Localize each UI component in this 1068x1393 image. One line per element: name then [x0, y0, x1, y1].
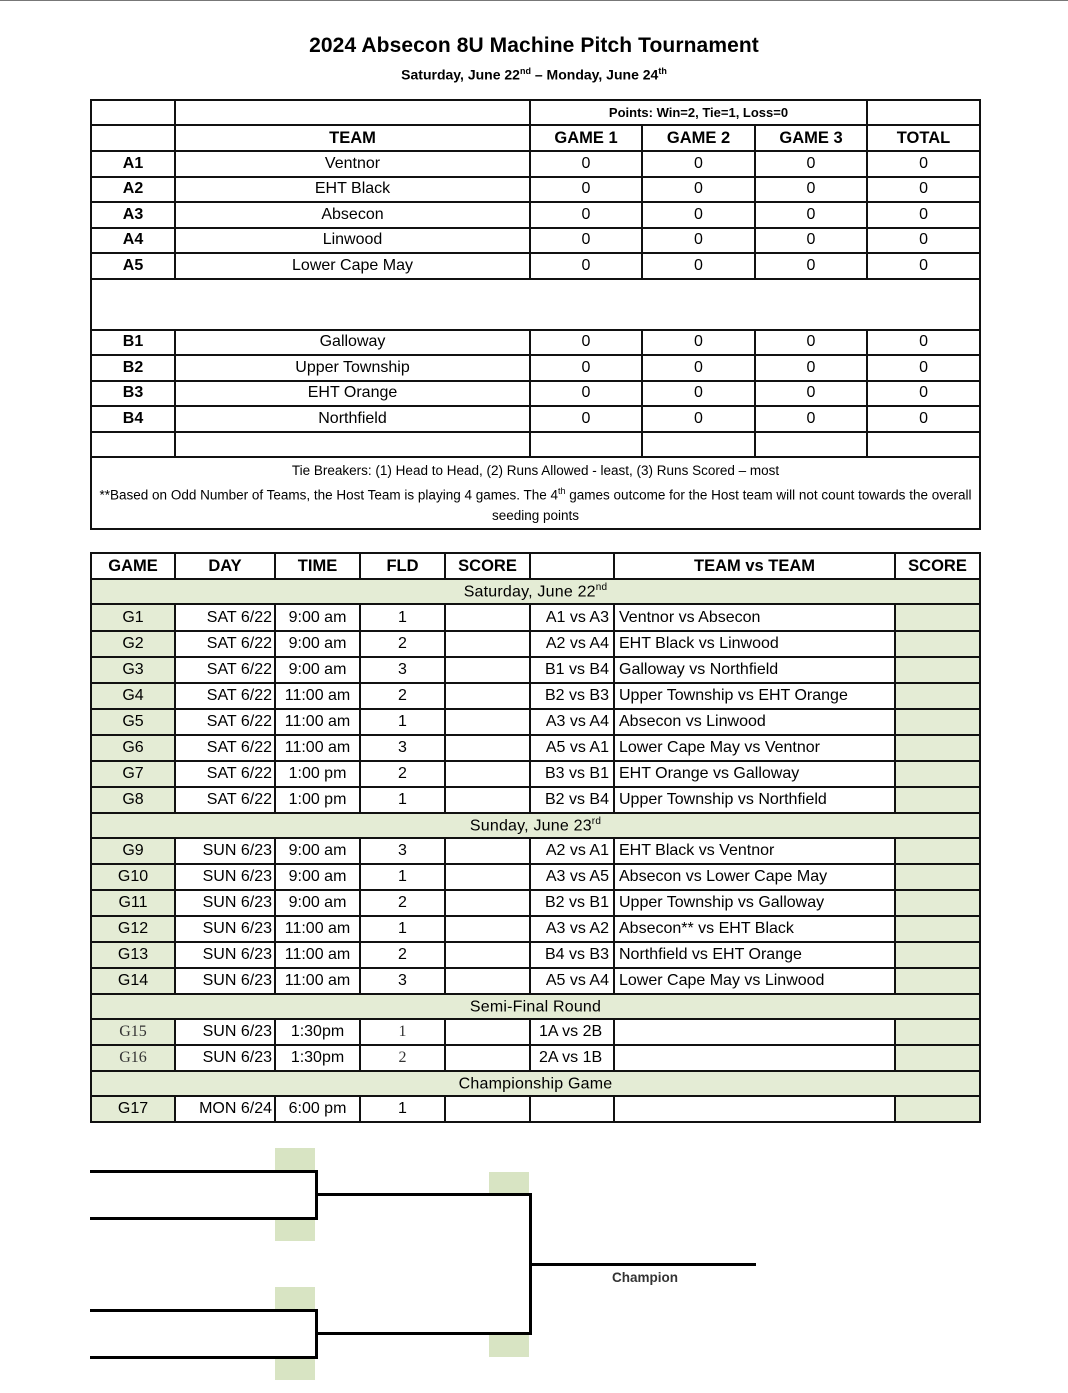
game-id: G1: [91, 604, 175, 631]
score-cell-right: [895, 631, 980, 657]
game-id: G4: [91, 683, 175, 709]
team-name: Linwood: [175, 228, 530, 254]
game3-points: 0: [755, 253, 867, 279]
standings-row: [91, 177, 980, 203]
game-id: G7: [91, 761, 175, 787]
game-field: 3: [360, 968, 445, 994]
game-time: 1:00 pm: [275, 761, 360, 787]
game2-points: 0: [642, 355, 755, 381]
matchup-header: TEAM vs TEAM: [614, 553, 895, 579]
schedule-table: [90, 552, 981, 1123]
score-header-right: SCORE: [895, 553, 980, 579]
points-legend: Points: Win=2, Tie=1, Loss=0: [530, 100, 867, 125]
game3-points: 0: [755, 151, 867, 177]
bracket-slot-line: [90, 1170, 318, 1173]
team-code: A1: [91, 151, 175, 177]
matchup-teams: Upper Township vs Northfield: [614, 787, 895, 813]
matchup-codes: A1 vs A3: [530, 604, 614, 631]
team-name: EHT Orange: [175, 381, 530, 407]
game1-header: GAME 1: [530, 125, 642, 151]
matchup-teams: Lower Cape May vs Ventnor: [614, 735, 895, 761]
total-points: 0: [867, 202, 980, 228]
game3-header: GAME 3: [755, 125, 867, 151]
team-name: Upper Township: [175, 355, 530, 381]
game-time: 9:00 am: [275, 890, 360, 916]
team-name: Absecon: [175, 202, 530, 228]
matchup-codes: A5 vs A1: [530, 735, 614, 761]
host-note-sup: th: [558, 485, 566, 496]
game-row: [91, 864, 980, 890]
team-name: Northfield: [175, 406, 530, 432]
score-cell: [445, 838, 530, 864]
schedule-section-row: [91, 1071, 980, 1096]
standings-row: [91, 228, 980, 254]
day-header: DAY: [175, 553, 275, 579]
game-field: 2: [360, 890, 445, 916]
game-day: SAT 6/22: [175, 787, 275, 813]
game-day: SUN 6/23: [175, 864, 275, 890]
date-range: [0, 66, 1068, 83]
game-time: 9:00 am: [275, 838, 360, 864]
score-cell-right: [895, 890, 980, 916]
section-title: Semi-Final Round: [469, 998, 602, 1016]
game1-points: 0: [530, 202, 642, 228]
game-row: [91, 787, 980, 813]
matchup-teams: [614, 1019, 895, 1045]
game-row: [91, 1045, 980, 1071]
total-points: 0: [867, 253, 980, 279]
game-field: 3: [360, 657, 445, 683]
matchup-codes: A5 vs A4: [530, 968, 614, 994]
matchup-teams: Absecon** vs EHT Black: [614, 916, 895, 942]
team-name: EHT Black: [175, 177, 530, 203]
standings-table: [90, 99, 981, 530]
matchup-codes: [530, 1096, 614, 1122]
game-row: [91, 916, 980, 942]
game-time: 9:00 am: [275, 864, 360, 890]
date-separator: –: [530, 66, 547, 83]
empty-row: [91, 432, 980, 457]
team-code: A4: [91, 228, 175, 254]
game-field: 1: [360, 604, 445, 631]
team-code: B3: [91, 381, 175, 407]
matchup-teams: Galloway vs Northfield: [614, 657, 895, 683]
blank-cell: [91, 125, 175, 151]
game-time: 6:00 pm: [275, 1096, 360, 1122]
section-label: [91, 813, 980, 838]
game2-points: 0: [642, 330, 755, 356]
score-cell: [445, 1019, 530, 1045]
game-id: G2: [91, 631, 175, 657]
matchup-teams: Absecon vs Lower Cape May: [614, 864, 895, 890]
game-id: G9: [91, 838, 175, 864]
game-time: 11:00 am: [275, 942, 360, 968]
game2-points: 0: [642, 406, 755, 432]
score-cell-right: [895, 761, 980, 787]
game-day: SUN 6/23: [175, 942, 275, 968]
matchup-teams: [614, 1096, 895, 1122]
game3-points: 0: [755, 330, 867, 356]
team-header: TEAM: [175, 125, 530, 151]
game-time: 11:00 am: [275, 735, 360, 761]
matchup-teams: Upper Township vs Galloway: [614, 890, 895, 916]
matchup-codes: 1A vs 2B: [530, 1019, 614, 1045]
pool-b: [91, 330, 980, 432]
game3-points: 0: [755, 228, 867, 254]
game-row: [91, 968, 980, 994]
score-cell-right: [895, 838, 980, 864]
game-id: G3: [91, 657, 175, 683]
standings-row: [91, 253, 980, 279]
score-cell-right: [895, 942, 980, 968]
game-id: G5: [91, 709, 175, 735]
game-day: SUN 6/23: [175, 1019, 275, 1045]
total-points: 0: [867, 177, 980, 203]
time-header: TIME: [275, 553, 360, 579]
blank-cell: [867, 100, 980, 125]
matchup-codes: B2 vs B3: [530, 683, 614, 709]
game-row: [91, 683, 980, 709]
matchup-codes: A3 vs A2: [530, 916, 614, 942]
game-time: 9:00 am: [275, 657, 360, 683]
score-cell-right: [895, 787, 980, 813]
blank-cell: [91, 100, 175, 125]
game2-points: 0: [642, 228, 755, 254]
score-cell-right: [895, 968, 980, 994]
game-row: [91, 1019, 980, 1045]
score-cell: [445, 968, 530, 994]
matchup-codes: 2A vs 1B: [530, 1045, 614, 1071]
matchup-codes: B4 vs B3: [530, 942, 614, 968]
blank-cell: [91, 432, 175, 457]
game-field: 1: [360, 1096, 445, 1122]
start-day-suffix: nd: [519, 66, 531, 76]
game-field: 2: [360, 761, 445, 787]
game1-points: 0: [530, 381, 642, 407]
game-id: G13: [91, 942, 175, 968]
pool-spacer-row: [91, 279, 980, 330]
game1-points: 0: [530, 228, 642, 254]
game-day: SUN 6/23: [175, 1045, 275, 1071]
bracket-shade: [275, 1357, 315, 1380]
game3-points: 0: [755, 202, 867, 228]
host-team-note: [94, 481, 977, 527]
game-field: 3: [360, 838, 445, 864]
team-code: B2: [91, 355, 175, 381]
matchup-codes: A2 vs A4: [530, 631, 614, 657]
game-field: 2: [360, 1045, 445, 1071]
page-title: 2024 Absecon 8U Machine Pitch Tournament: [309, 34, 759, 57]
game-day: SUN 6/23: [175, 838, 275, 864]
field-header: FLD: [360, 553, 445, 579]
game-field: 2: [360, 683, 445, 709]
score-cell-right: [895, 709, 980, 735]
game-time: 9:00 am: [275, 604, 360, 631]
matchup-codes: B1 vs B4: [530, 657, 614, 683]
section-label: [91, 994, 980, 1019]
team-name: Ventnor: [175, 151, 530, 177]
team-code: A5: [91, 253, 175, 279]
start-day: Saturday, June 22: [401, 66, 520, 83]
score-cell: [445, 1096, 530, 1122]
bracket-slot-line: [90, 1356, 318, 1359]
game-row: [91, 890, 980, 916]
game-id: G10: [91, 864, 175, 890]
game-field: 1: [360, 787, 445, 813]
game1-points: 0: [530, 177, 642, 203]
game-id: G12: [91, 916, 175, 942]
matchup-teams: EHT Orange vs Galloway: [614, 761, 895, 787]
game-field: 2: [360, 631, 445, 657]
standings-row: [91, 355, 980, 381]
game-id: G11: [91, 890, 175, 916]
page-top-border: [0, 0, 1068, 1]
section-label: [91, 579, 980, 604]
score-cell: [445, 683, 530, 709]
matchup-codes: B2 vs B1: [530, 890, 614, 916]
score-cell-right: [895, 1045, 980, 1071]
matchup-teams: Northfield vs EHT Orange: [614, 942, 895, 968]
total-points: 0: [867, 406, 980, 432]
standings-row: [91, 330, 980, 356]
matchup-codes: A3 vs A5: [530, 864, 614, 890]
blank-cell: [91, 279, 980, 330]
matchup-teams: [614, 1045, 895, 1071]
game-day: SUN 6/23: [175, 890, 275, 916]
game-id: G16: [91, 1045, 175, 1071]
score-cell-right: [895, 657, 980, 683]
game-day: SAT 6/22: [175, 683, 275, 709]
team-code: A3: [91, 202, 175, 228]
schedule-section-row: [91, 579, 980, 604]
matchup-codes: A3 vs A4: [530, 709, 614, 735]
game-field: 1: [360, 1019, 445, 1045]
schedule-section-row: [91, 994, 980, 1019]
bracket-shade: [275, 1287, 315, 1310]
game-id: G6: [91, 735, 175, 761]
score-cell: [445, 604, 530, 631]
standings-row: [91, 151, 980, 177]
section-title: Sunday, June 23: [469, 817, 592, 835]
score-cell-right: [895, 1096, 980, 1122]
standings-row: [91, 381, 980, 407]
team-name: Lower Cape May: [175, 253, 530, 279]
game-day: MON 6/24: [175, 1096, 275, 1122]
game-header: GAME: [91, 553, 175, 579]
game-day: SAT 6/22: [175, 631, 275, 657]
game-row: [91, 709, 980, 735]
blank-cell: [755, 432, 867, 457]
notes-cell: [91, 457, 980, 530]
score-cell-right: [895, 735, 980, 761]
end-day: Monday, June 24: [546, 66, 659, 83]
bracket-shade: [275, 1148, 315, 1172]
total-points: 0: [867, 355, 980, 381]
matchup-teams: Absecon vs Linwood: [614, 709, 895, 735]
standings-header-row: [91, 125, 980, 151]
bracket-shade: [275, 1219, 315, 1241]
score-cell: [445, 942, 530, 968]
game1-points: 0: [530, 406, 642, 432]
score-cell: [445, 761, 530, 787]
blank-cell: [530, 553, 614, 579]
game-row: [91, 657, 980, 683]
game1-points: 0: [530, 253, 642, 279]
score-cell-right: [895, 604, 980, 631]
game-day: SUN 6/23: [175, 968, 275, 994]
game2-points: 0: [642, 253, 755, 279]
blank-cell: [530, 432, 642, 457]
score-cell: [445, 631, 530, 657]
team-code: B1: [91, 330, 175, 356]
section-title: Saturday, June 22: [463, 583, 596, 601]
game1-points: 0: [530, 355, 642, 381]
score-cell: [445, 735, 530, 761]
blank-cell: [867, 432, 980, 457]
total-points: 0: [867, 330, 980, 356]
bracket-slot-line: [90, 1217, 318, 1220]
total-header: TOTAL: [867, 125, 980, 151]
game-day: SAT 6/22: [175, 735, 275, 761]
team-name: Galloway: [175, 330, 530, 356]
score-cell-right: [895, 864, 980, 890]
team-code: A2: [91, 177, 175, 203]
score-header: SCORE: [445, 553, 530, 579]
game-field: 1: [360, 864, 445, 890]
score-cell: [445, 709, 530, 735]
game-day: SAT 6/22: [175, 657, 275, 683]
schedule-section-row: [91, 813, 980, 838]
game1-points: 0: [530, 330, 642, 356]
score-cell: [445, 787, 530, 813]
matchup-teams: Lower Cape May vs Linwood: [614, 968, 895, 994]
game-time: 11:00 am: [275, 709, 360, 735]
game-id: G8: [91, 787, 175, 813]
blank-cell: [642, 432, 755, 457]
matchup-codes: B2 vs B4: [530, 787, 614, 813]
host-note-text: **Based on Odd Number of Teams, the Host Team is playing 4 games. The 4: [99, 487, 559, 502]
matchup-teams: Ventnor vs Absecon: [614, 604, 895, 631]
section-title: Championship Game: [458, 1075, 613, 1093]
game-row: [91, 761, 980, 787]
score-cell: [445, 890, 530, 916]
score-cell-right: [895, 916, 980, 942]
blank-cell: [175, 100, 530, 125]
tiebreakers-note: Tie Breakers: (1) Head to Head, (2) Runs Allowed - least, (3) Runs Scored – most: [291, 462, 780, 478]
score-cell: [445, 916, 530, 942]
total-points: 0: [867, 151, 980, 177]
matchup-codes: B3 vs B1: [530, 761, 614, 787]
game-time: 11:00 am: [275, 683, 360, 709]
matchup-teams: EHT Black vs Ventnor: [614, 838, 895, 864]
game-field: 3: [360, 735, 445, 761]
matchup-teams: Upper Township vs EHT Orange: [614, 683, 895, 709]
game3-points: 0: [755, 177, 867, 203]
pool-a: [91, 151, 980, 279]
team-code: B4: [91, 406, 175, 432]
bracket-slot-line: [90, 1309, 318, 1312]
game-id: G17: [91, 1096, 175, 1122]
section-label: [91, 1071, 980, 1096]
game-time: 1:30pm: [275, 1019, 360, 1045]
bracket-final-slot: [315, 1193, 532, 1196]
game-day: SAT 6/22: [175, 604, 275, 631]
schedule-header-row: [91, 553, 980, 579]
end-day-suffix: th: [658, 66, 667, 76]
game-id: G14: [91, 968, 175, 994]
game-time: 1:00 pm: [275, 787, 360, 813]
total-points: 0: [867, 228, 980, 254]
points-row: [91, 100, 980, 125]
score-cell: [445, 864, 530, 890]
section-suffix: nd: [595, 581, 608, 593]
champion-label: Champion: [612, 1270, 678, 1285]
game-row: [91, 838, 980, 864]
score-cell-right: [895, 1019, 980, 1045]
game-row: [91, 942, 980, 968]
game-row: [91, 735, 980, 761]
game2-points: 0: [642, 177, 755, 203]
standings-row: [91, 202, 980, 228]
game-id: G15: [91, 1019, 175, 1045]
game-field: 2: [360, 942, 445, 968]
game-field: 1: [360, 916, 445, 942]
schedule-body: [91, 579, 980, 1122]
standings-row: [91, 406, 980, 432]
game2-points: 0: [642, 202, 755, 228]
score-cell-right: [895, 683, 980, 709]
game-field: 1: [360, 709, 445, 735]
game-time: 9:00 am: [275, 631, 360, 657]
notes-row: [91, 457, 980, 530]
champion-line: [529, 1263, 756, 1266]
game3-points: 0: [755, 355, 867, 381]
game2-points: 0: [642, 151, 755, 177]
host-note-text-end: games outcome for the Host team will not count towards the overall seeding points: [491, 487, 972, 523]
game-time: 11:00 am: [275, 968, 360, 994]
game-row: [91, 631, 980, 657]
matchup-codes: A2 vs A1: [530, 838, 614, 864]
game-day: SAT 6/22: [175, 709, 275, 735]
bracket-shade: [489, 1172, 529, 1194]
total-points: 0: [867, 381, 980, 407]
game-time: 11:00 am: [275, 916, 360, 942]
game-row: [91, 604, 980, 631]
section-suffix: rd: [591, 815, 602, 827]
score-cell: [445, 657, 530, 683]
game3-points: 0: [755, 406, 867, 432]
matchup-teams: EHT Black vs Linwood: [614, 631, 895, 657]
game3-points: 0: [755, 381, 867, 407]
game-day: SUN 6/23: [175, 916, 275, 942]
score-cell: [445, 1045, 530, 1071]
game2-points: 0: [642, 381, 755, 407]
game2-header: GAME 2: [642, 125, 755, 151]
game1-points: 0: [530, 151, 642, 177]
bracket-shade: [489, 1334, 529, 1357]
game-day: SAT 6/22: [175, 761, 275, 787]
game-row: [91, 1096, 980, 1122]
bracket-final-slot: [315, 1332, 532, 1335]
blank-cell: [175, 432, 530, 457]
game-time: 1:30pm: [275, 1045, 360, 1071]
